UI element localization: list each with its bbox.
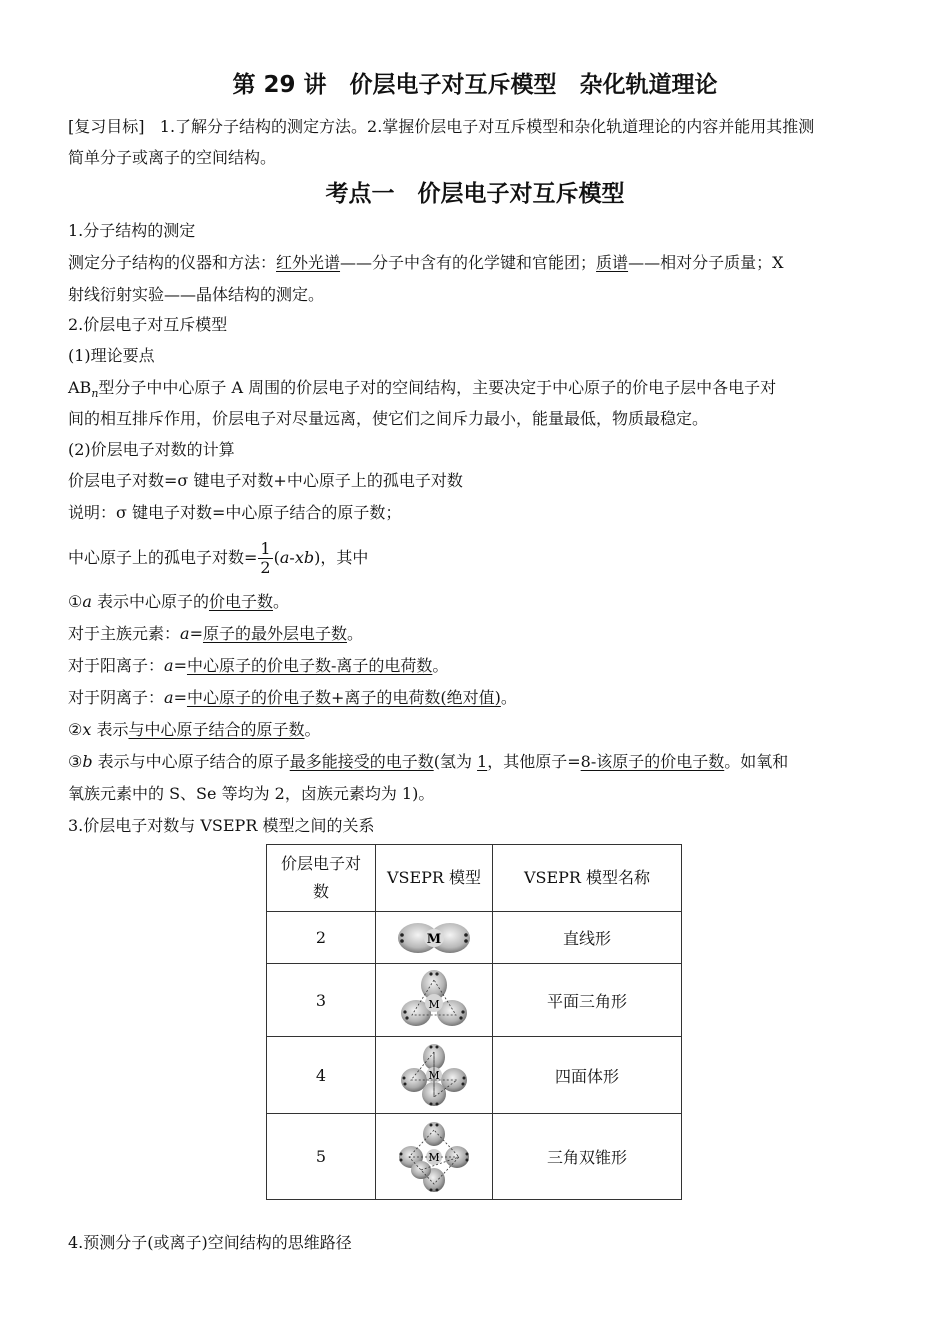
subheading-calc: (2)价层电子对数的计算 — [68, 440, 235, 459]
table-row — [267, 1114, 682, 1200]
blank-cation-formula: 中心原子的价电子数-离子的电荷数 — [186, 656, 433, 675]
x-definition — [68, 714, 883, 746]
var-x: x — [82, 720, 92, 739]
svg-text:M: M — [428, 998, 440, 1011]
b-definition — [68, 746, 883, 778]
def-text: 。如氧和 — [724, 752, 789, 771]
linear-model-image — [376, 912, 493, 964]
header-text: 价层电子对数 — [280, 854, 361, 901]
tetrahedral-model-image — [376, 1037, 493, 1114]
methods-line2: 射线衍射实验——晶体结构的测定。 — [68, 285, 325, 304]
var-a: a — [164, 656, 174, 675]
fraction-numerator: 1 — [260, 539, 271, 558]
methods-text: ——分子中含有的化学键和官能团； — [340, 253, 597, 272]
def-text: = — [173, 688, 187, 707]
table-row — [267, 964, 682, 1037]
lone-text: - — [289, 548, 295, 567]
svg-text:M: M — [428, 1069, 440, 1082]
header-pair-count — [267, 845, 376, 912]
def-text: 对于主族元素： — [68, 624, 181, 643]
fraction-denominator: 2 — [260, 558, 271, 577]
blank-outer-electrons: 原子的最外层电子数 — [202, 624, 347, 643]
heading-relation: 3.价层电子对数与 VSEPR 模型之间的关系 — [68, 816, 375, 835]
b-definition-line2: 氧族元素中的 S、Se 等均为 2，卤族元素均为 1)。 — [68, 784, 435, 803]
def-text: 。 — [346, 624, 363, 643]
def-text: ，其他原子= — [487, 752, 581, 771]
lone-text: ( — [273, 548, 280, 567]
methods-text: ——相对分子质量；X — [628, 253, 784, 272]
var-a: a — [164, 688, 174, 707]
methods-line1 — [68, 247, 883, 279]
model-name-cell: 三角双锥形 — [493, 1114, 682, 1200]
def-text: 。 — [273, 592, 290, 611]
review-goals-line1 — [68, 111, 883, 143]
blank-max-electrons: 最多能接受的电子数 — [289, 752, 434, 771]
fraction-half — [258, 540, 272, 577]
subscript-n: n — [91, 387, 99, 401]
formula-line: 价层电子对数=σ 键电子对数+中心原子上的孤电子对数 — [68, 471, 463, 490]
def-text: 表示 — [91, 720, 129, 739]
blank-anion-formula: 中心原子的价电子数+离子的电荷数(绝对值) — [186, 688, 501, 707]
theory-line2: 间的相互排斥作用，价层电子对尽量远离，使它们之间斥力最小，能量最低，物质最稳定。 — [68, 409, 709, 428]
def-text: 。 — [304, 720, 321, 739]
pair-count-cell: 4 — [267, 1037, 376, 1114]
table-row — [267, 1037, 682, 1114]
pair-count-cell: 5 — [267, 1114, 376, 1200]
blank-bonded-atoms: 与中心原子结合的原子数 — [128, 720, 305, 739]
lone-pair-formula — [68, 540, 883, 577]
anion-line — [68, 682, 883, 714]
var-a: a — [180, 624, 190, 643]
section-title: 考点一 价层电子对互斥模型 — [325, 181, 625, 207]
def-text: = — [189, 624, 203, 643]
trigonal-planar-model-image — [376, 964, 493, 1037]
var-xb: xb — [294, 548, 315, 567]
blank-infrared: 红外光谱 — [276, 253, 341, 272]
table-row — [267, 912, 682, 964]
model-name-cell: 直线形 — [493, 912, 682, 964]
svg-text:M: M — [428, 1150, 440, 1164]
svg-text:M: M — [426, 931, 442, 947]
cation-line — [68, 650, 883, 682]
heading-vsepr: 2.价层电子对互斥模型 — [68, 315, 228, 334]
blank-other-atoms: 8-该原子的价电子数 — [580, 752, 725, 771]
var-a: a — [279, 548, 290, 567]
model-name-cell: 四面体形 — [493, 1037, 682, 1114]
review-goals-tag: [复习目标] — [68, 117, 145, 136]
blank-mass-spec: 质谱 — [596, 253, 629, 272]
def-text: (氢为 — [433, 752, 478, 771]
methods-text: 测定分子结构的仪器和方法： — [68, 253, 277, 272]
main-group-line — [68, 618, 883, 650]
def-text: 。 — [500, 688, 517, 707]
def-text: 对于阳离子： — [68, 656, 165, 675]
table-header-row — [267, 845, 682, 912]
def-text: = — [173, 656, 187, 675]
lone-text: 中心原子上的孤电子对数= — [68, 548, 258, 567]
pair-count-cell: 2 — [267, 912, 376, 964]
note-line: 说明：σ 键电子对数=中心原子结合的原子数； — [68, 503, 402, 522]
model-name-cell: 平面三角形 — [493, 964, 682, 1037]
header-model: VSEPR 模型 — [376, 845, 493, 912]
def-text: 表示与中心原子结合的原子 — [92, 752, 290, 771]
circled-1: ① — [68, 592, 83, 611]
def-text: 。 — [432, 656, 449, 675]
vsepr-table — [266, 844, 682, 1200]
header-model-name: VSEPR 模型名称 — [493, 845, 682, 912]
heading-prediction-path: 4.预测分子(或离子)空间结构的思维路径 — [68, 1233, 352, 1252]
blank-hydrogen: 1 — [477, 752, 488, 771]
heading-molecular-structure: 1.分子结构的测定 — [68, 221, 196, 240]
lecture-title: 第 29 讲 价层电子对互斥模型 杂化轨道理论 — [232, 72, 718, 98]
a-definition — [68, 586, 883, 618]
circled-3: ③ — [68, 752, 83, 771]
var-b: b — [82, 752, 93, 771]
circled-2: ② — [68, 720, 83, 739]
review-goals-text1: 1.了解分子结构的测定方法。2.掌握价层电子对互斥模型和杂化轨道理论的内容并能用其推测 — [159, 117, 815, 136]
var-a: a — [82, 592, 92, 611]
theory-text: 型分子中中心原子 A 周围的价层电子对的空间结构，主要决定于中心原子的价电子层中各电子对 — [98, 378, 777, 397]
def-text: 对于阴离子： — [68, 688, 165, 707]
lone-text: )，其中 — [314, 548, 369, 567]
theory-text: AB — [68, 378, 92, 397]
subheading-theory: (1)理论要点 — [68, 346, 155, 365]
pair-count-cell: 3 — [267, 964, 376, 1037]
trigonal-bipyramidal-model-image — [376, 1114, 493, 1200]
review-goals-line2: 简单分子或离子的空间结构。 — [68, 148, 277, 167]
def-text: 表示中心原子的 — [91, 592, 209, 611]
blank-valence-electrons: 价电子数 — [208, 592, 273, 611]
